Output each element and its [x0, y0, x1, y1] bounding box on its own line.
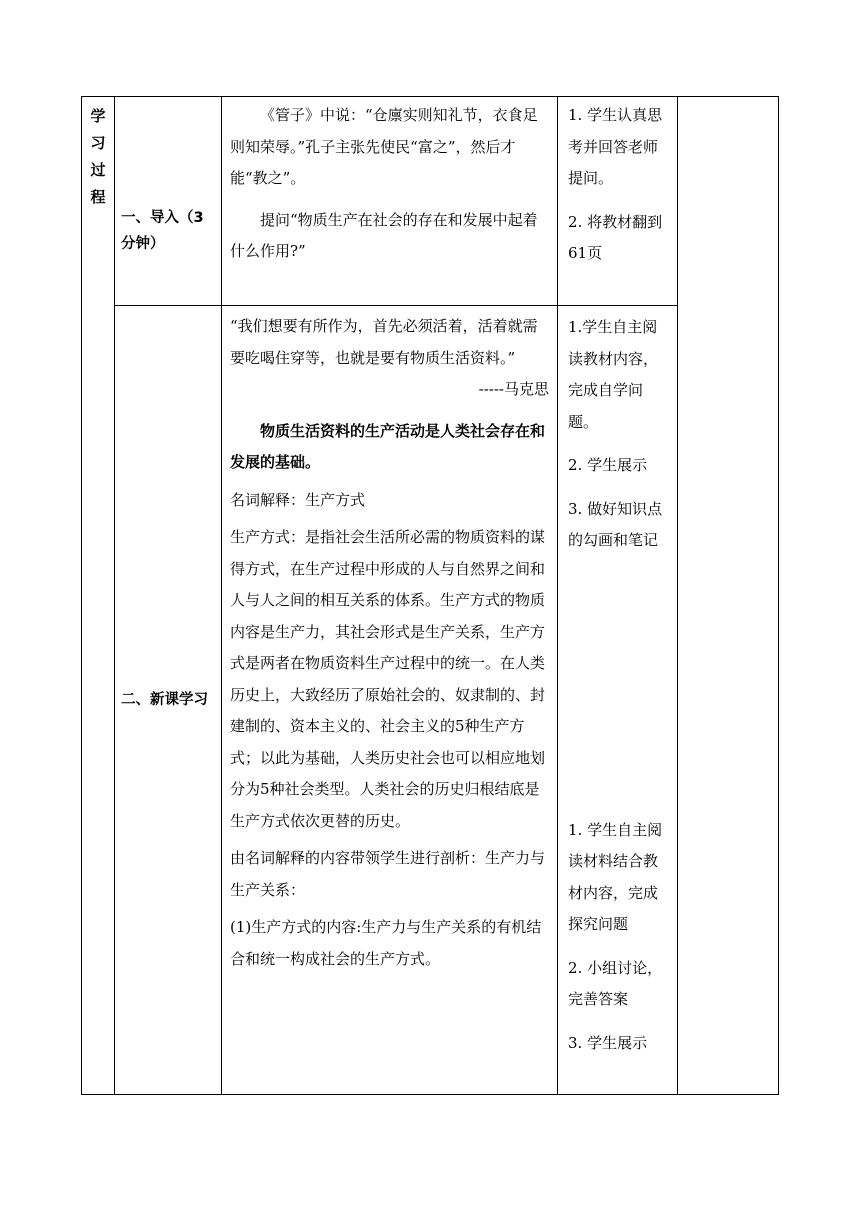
student-activity: 3. 做好知识点的勾画和笔记	[568, 499, 663, 549]
student-activity: 1. 学生认真思考并回答老师提问。	[568, 106, 663, 187]
section-label-char: 习	[90, 134, 106, 152]
quote-author: -----马克思	[478, 380, 549, 398]
stage-cell-intro	[115, 97, 222, 306]
marx-quote: “我们想要有所作为，首先必须活着，活着就需要吃喝住穿等，也就是要有物质生活资料。”	[230, 317, 538, 367]
point-one: (1)生产方式的内容:生产力与生产关系的有机结合和统一构成社会的生产方式。	[230, 918, 542, 968]
lesson-plan-table	[81, 96, 779, 1095]
notes-cell	[678, 97, 779, 1095]
stage-cell-new-lesson	[115, 306, 222, 1095]
section-label-char: 过	[90, 161, 106, 179]
intro-question: 提问“物质生产在社会的存在和发展中起着什么作用?”	[230, 210, 538, 260]
section-label	[82, 97, 114, 211]
term-definition: 生产方式：是指社会生活所必需的物质资料的谋得方式，在生产过程中形成的人与自然界之间和人与人之间的相互关系的体系。生产方式的物质内容是生产力，其社会形式是生产关系，生产方式是两者在物质资料生产过程中的统一。在人类历史上，大致经历了原始社会的、奴隶制的、封建制的、资本主义的、社会主义的5种生产方式；以此为基础，人类历史社会也可以相应地划分为5种社会类型。人类社会的历史归根结底是生产方式依次更替的历史。	[230, 528, 546, 830]
analysis-intro: 由名词解释的内容带领学生进行剖析：生产力与生产关系：	[230, 849, 546, 899]
student-activity: 2. 学生展示	[568, 456, 648, 474]
section-label-char: 学	[90, 107, 106, 125]
student-cell-new-lesson	[558, 306, 678, 1095]
student-activity: 3. 学生展示	[568, 1033, 648, 1052]
stage-title-new-lesson: 二、新课学习	[121, 692, 208, 708]
student-activity: 2. 小组讨论，完善答案	[568, 958, 663, 1008]
key-point: 物质生活资料的生产活动是人类社会存在和发展的基础。	[230, 421, 546, 471]
student-activity: 2. 将教材翻到61页	[568, 212, 663, 262]
section-label-char: 程	[90, 188, 106, 206]
intro-quote: 《管子》中说：“仓廪实则知礼节，衣食足则知荣辱。”孔子主张先使民“富之”，然后才能“教之”。	[230, 106, 538, 187]
student-cell-intro	[558, 97, 678, 306]
content-cell-new-lesson	[222, 306, 558, 1095]
section-label-cell	[82, 97, 115, 1095]
stage-title-intro: 一、导入（3分钟）	[121, 210, 204, 252]
content-cell-intro	[222, 97, 558, 306]
student-activity: 1. 学生自主阅读材料结合教材内容，完成探究问题	[568, 820, 663, 933]
term-heading: 名词解释：生产方式	[230, 490, 366, 509]
table-row-intro	[82, 97, 779, 306]
student-activity: 1.学生自主阅读教材内容，完成自学问题。	[568, 318, 659, 431]
table-row-new-lesson	[82, 306, 779, 1095]
